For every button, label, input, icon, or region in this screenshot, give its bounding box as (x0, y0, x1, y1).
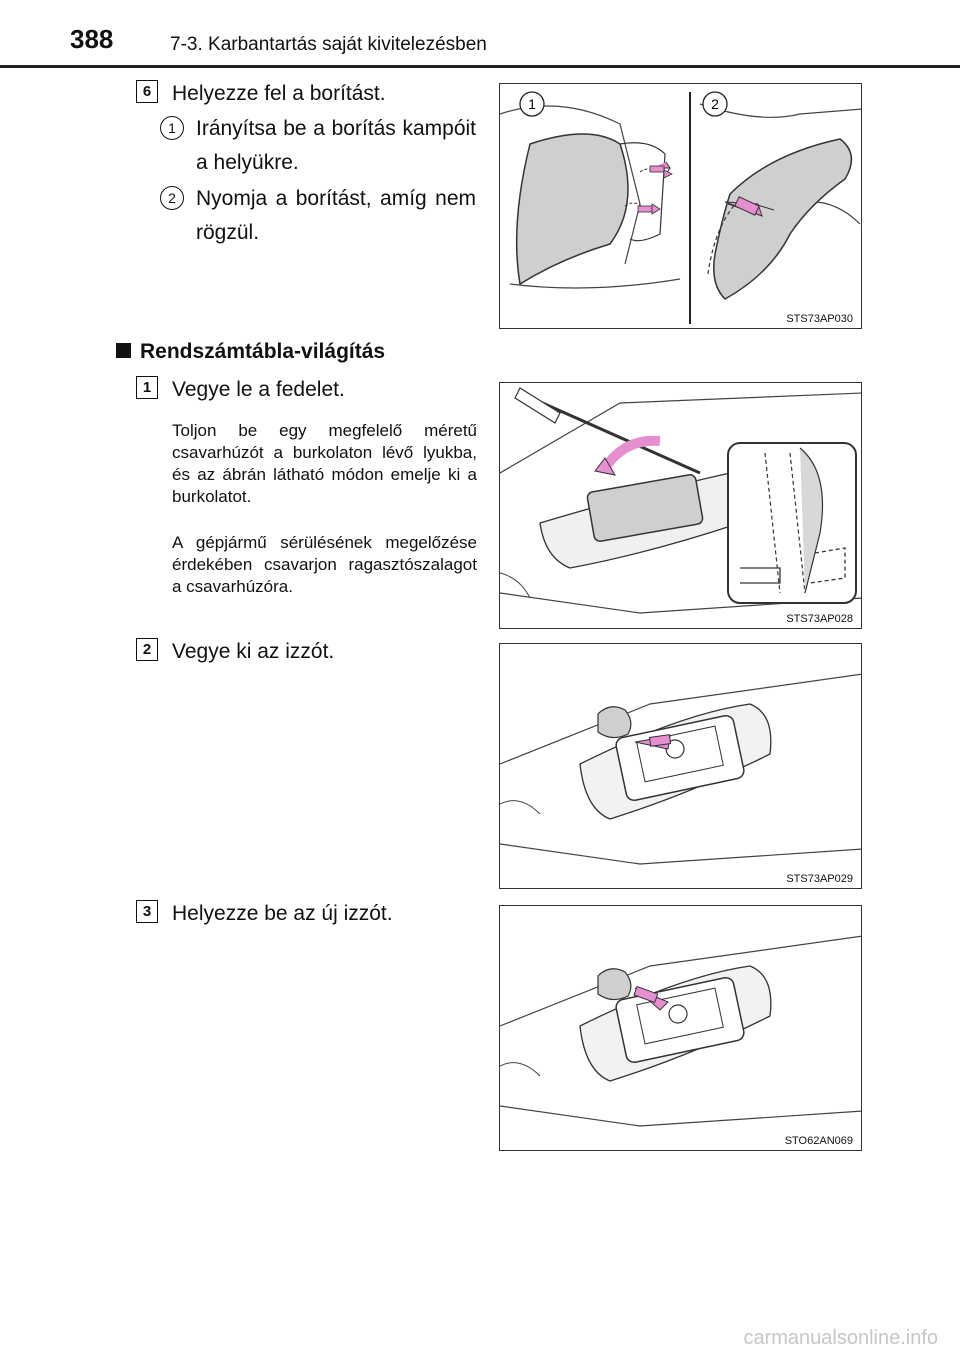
section-square-icon (116, 343, 131, 358)
callout-1: 1 (528, 96, 536, 112)
chapter-title: 7-3. Karbantartás saját kivitelezésben (170, 34, 487, 55)
step-1-note-1: Toljon be egy megfelelő méretű csavarhúzót a burkolaton lévő lyukba, és az ábrán látható módon emelje ki a burkolatot. (172, 421, 477, 506)
step-1-title: Vegye le a fedelet. (172, 378, 345, 401)
figure-code: STS73AP029 (786, 873, 853, 885)
step-badge-1: 1 (136, 376, 158, 399)
bulb-install-illustration (500, 906, 862, 1151)
section-title: Rendszámtábla-világítás (140, 340, 386, 363)
substep-2-text: Nyomja a borítást, amíg nem rögzül. (196, 187, 476, 244)
figure-code: STO62AN069 (784, 1135, 853, 1147)
header-divider (0, 65, 960, 68)
callout-2: 2 (711, 96, 719, 112)
figure-cover-removal (499, 382, 862, 629)
step-3-title: Helyezze be az új izzót. (172, 902, 393, 925)
figure-code: STS73AP028 (786, 613, 853, 625)
substep-2-number: 2 (160, 186, 184, 210)
step-badge-2: 2 (136, 638, 158, 661)
figure-code: STS73AP030 (786, 313, 853, 325)
section-heading (116, 340, 385, 364)
figure-bulb-install (499, 905, 862, 1151)
step-badge-6: 6 (136, 80, 158, 103)
cover-install-illustration (500, 84, 862, 329)
watermark: carmanualsonline.info (743, 1327, 938, 1349)
step-1-note-2: A gépjármű sérülésének megelőzése érdekében csavarjon ragasztószalagot a csavarhúzóra. (172, 533, 477, 596)
step-badge-3: 3 (136, 900, 158, 923)
substep-1-number: 1 (160, 116, 184, 140)
bulb-removal-illustration (500, 644, 862, 889)
figure-cover-install (499, 83, 862, 329)
step-2-title: Vegye ki az izzót. (172, 640, 335, 663)
page-header (0, 0, 960, 60)
substep-1-text: Irányítsa be a borítás kampóit a helyükre. (196, 117, 476, 174)
cover-removal-illustration (500, 383, 862, 629)
step-6-title: Helyezze fel a borítást. (172, 82, 386, 105)
page-number: 388 (70, 24, 114, 54)
figure-bulb-removal (499, 643, 862, 889)
